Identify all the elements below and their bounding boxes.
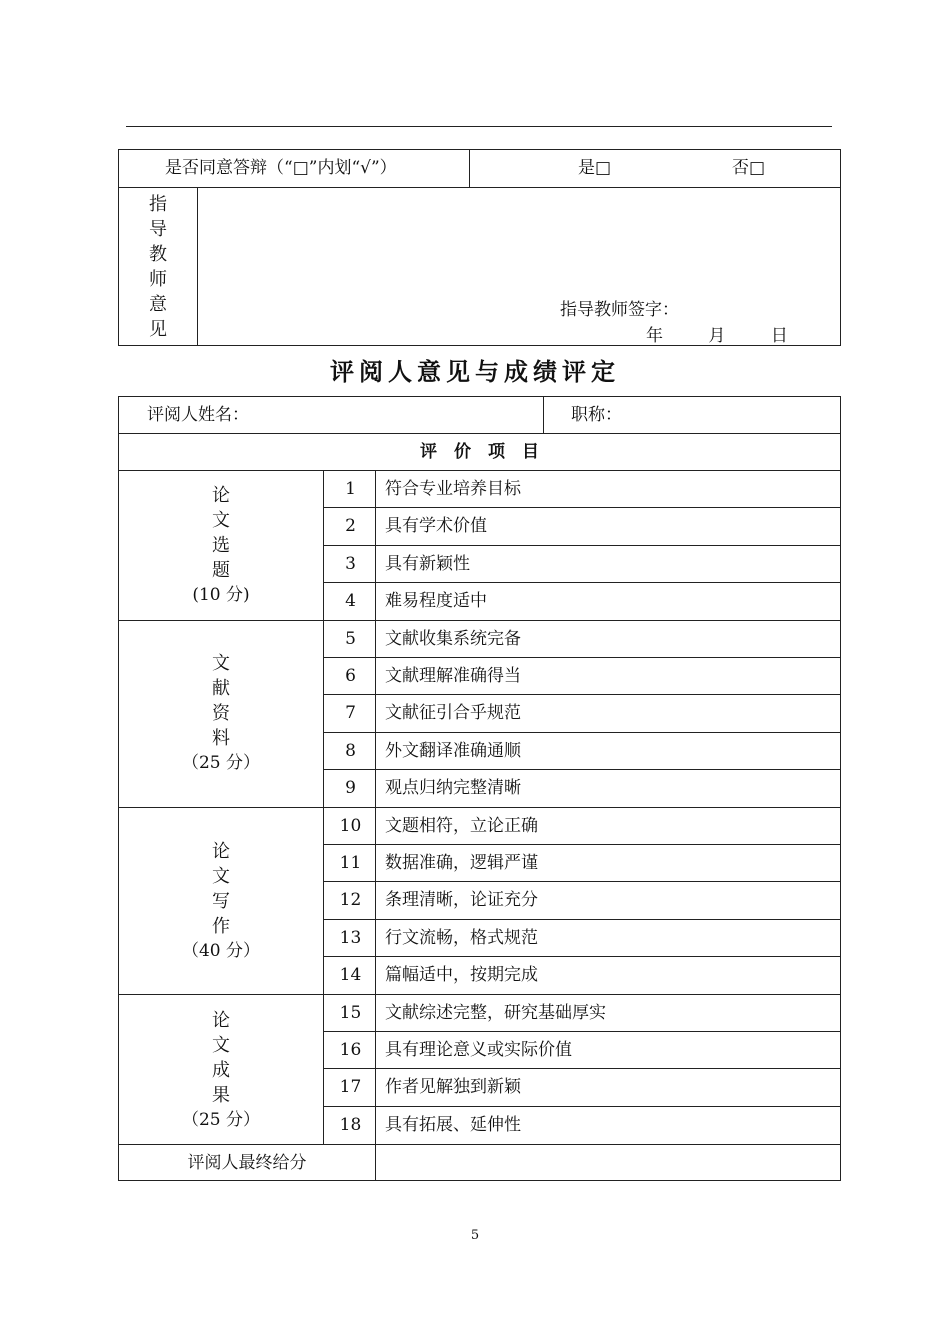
group-topic	[119, 483, 323, 608]
item-text: 行文流畅，格式规范	[385, 927, 538, 948]
item-number: 16	[339, 1040, 362, 1060]
item-text: 具有拓展、延伸性	[385, 1114, 521, 1135]
group-score: （40 分）	[181, 941, 261, 961]
row-divider	[323, 919, 840, 920]
reviewer-name-label: 评阅人姓名：	[147, 405, 249, 425]
group-literature	[119, 651, 323, 776]
group-char: 论	[212, 1010, 230, 1031]
item-number: 6	[345, 666, 356, 686]
row-divider	[323, 582, 840, 583]
group-char: 文	[212, 1035, 230, 1056]
row-divider	[323, 694, 840, 695]
group-char: 献	[212, 678, 230, 699]
page-number: 5	[470, 1228, 480, 1243]
item-text: 具有学术价值	[385, 516, 487, 537]
item-text: 观点归纳完整清晰	[385, 778, 521, 799]
row-divider	[323, 657, 840, 658]
item-text: 文献收集系统完备	[385, 628, 521, 649]
item-number: 8	[345, 740, 356, 761]
group-char: 论	[212, 485, 230, 506]
group-char: 写	[212, 891, 230, 912]
date-day: 日	[770, 326, 788, 346]
item-number: 3	[345, 553, 356, 574]
row-divider	[323, 1068, 840, 1069]
advisor-char: 指	[149, 194, 167, 215]
group-score: (10 分)	[192, 585, 250, 605]
item-text: 文题相符，立论正确	[385, 815, 538, 836]
title-label: 职称：	[571, 405, 622, 425]
row-divider	[323, 994, 840, 995]
signature-label: 指导教师签字：	[560, 300, 679, 320]
review-table	[118, 396, 841, 1181]
item-number: 11	[339, 853, 362, 873]
header-rule	[126, 126, 832, 127]
evaluation-header: 评 价 项 目	[420, 442, 539, 462]
group-char: 文	[212, 653, 230, 674]
row-divider	[323, 1106, 840, 1107]
row-divider	[323, 769, 840, 770]
group-score: （25 分）	[181, 1110, 261, 1130]
no-checkbox[interactable]: 否□	[732, 158, 766, 178]
item-number: 18	[339, 1114, 362, 1135]
group-char: 论	[212, 841, 230, 862]
item-text: 条理清晰，论证充分	[385, 890, 538, 911]
row-divider	[323, 956, 840, 957]
group-score: （25 分）	[181, 753, 261, 773]
item-text: 符合专业培养目标	[385, 479, 521, 499]
group-char: 成	[212, 1060, 230, 1081]
group-char: 文	[212, 510, 230, 531]
item-text: 文献理解准确得当	[385, 666, 521, 686]
yes-checkbox[interactable]: 是□	[578, 158, 612, 178]
item-number: 13	[339, 927, 362, 948]
item-text: 具有理论意义或实际价值	[385, 1040, 572, 1060]
item-text: 作者见解独到新颖	[385, 1077, 521, 1098]
row-divider	[323, 620, 840, 621]
row-divider	[323, 807, 840, 808]
row-divider	[323, 881, 840, 882]
item-number: 5	[345, 628, 356, 649]
group-char: 资	[212, 703, 230, 724]
row-divider	[323, 844, 840, 845]
advisor-opinion-label	[119, 187, 198, 345]
group-char: 料	[212, 728, 230, 749]
advisor-table	[118, 149, 841, 346]
row-divider	[323, 1031, 840, 1032]
item-text: 外文翻译准确通顺	[385, 740, 521, 761]
item-text: 数据准确，逻辑严谨	[385, 853, 538, 873]
item-number: 12	[339, 890, 362, 911]
item-text: 篇幅适中，按期完成	[385, 965, 538, 986]
item-number: 2	[345, 516, 356, 537]
advisor-char: 见	[149, 319, 167, 340]
item-number: 1	[345, 479, 356, 499]
agree-row	[119, 150, 840, 188]
item-number: 9	[345, 778, 356, 799]
item-number: 7	[345, 703, 356, 724]
date-line	[646, 321, 788, 346]
group-char: 题	[212, 560, 230, 581]
group-writing	[119, 839, 323, 964]
section-title: 评阅人意见与成绩评定	[330, 358, 620, 386]
group-results	[119, 1008, 323, 1133]
item-number: 10	[339, 815, 362, 836]
item-text: 文献综述完整，研究基础厚实	[385, 1002, 606, 1023]
item-number: 4	[345, 591, 356, 612]
advisor-char: 导	[149, 219, 167, 240]
date-year: 年	[646, 326, 663, 346]
item-text: 具有新颖性	[385, 553, 470, 574]
item-number: 14	[339, 965, 362, 986]
item-text: 文献征引合乎规范	[385, 703, 521, 724]
item-text: 难易程度适中	[385, 591, 487, 612]
row-divider	[323, 507, 840, 508]
final-score-label: 评阅人最终给分	[187, 1153, 307, 1173]
final-score-input[interactable]	[377, 1145, 840, 1181]
group-char: 文	[212, 866, 230, 887]
group-char: 果	[212, 1085, 230, 1106]
row-divider	[323, 732, 840, 733]
agree-label: 是否同意答辩（“□”内划“√”）	[119, 150, 470, 187]
group-char: 作	[212, 916, 230, 937]
date-month: 月	[708, 326, 726, 346]
advisor-char: 意	[149, 294, 167, 315]
item-number: 17	[339, 1077, 362, 1098]
advisor-char: 师	[149, 269, 167, 290]
group-char: 选	[212, 535, 230, 556]
item-number: 15	[339, 1002, 362, 1023]
advisor-char: 教	[149, 244, 167, 265]
row-divider	[323, 545, 840, 546]
